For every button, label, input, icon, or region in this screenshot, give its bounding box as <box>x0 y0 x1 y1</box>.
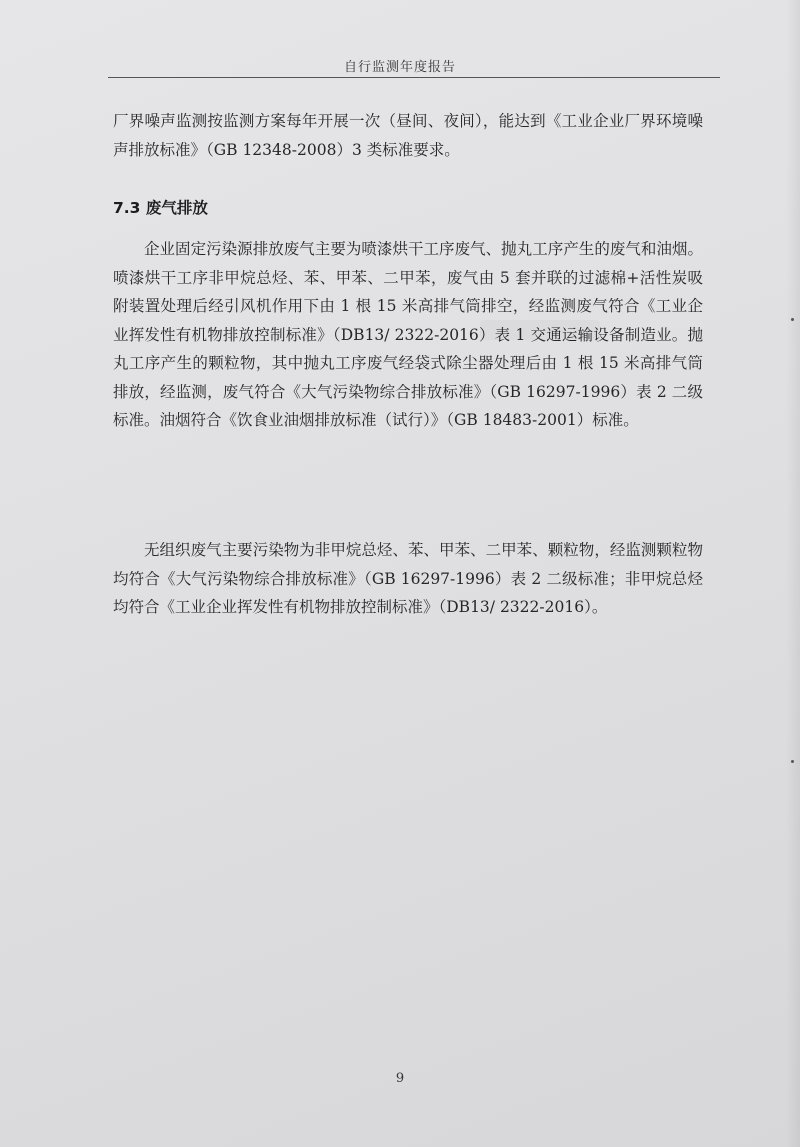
page-number: 9 <box>395 1071 405 1086</box>
paragraph-fugitive-emissions: 无组织废气主要污染物为非甲烷总烃、苯、甲苯、二甲苯、颗粒物，经监测颗粒物均符合《大气污染物综合排放标准》（GB 16297-1996）表 2 二级标准；非甲烷总烃均符合《工业企业挥发性有机物排放控制标准》（DB13/ 2322-2016）。 <box>113 541 703 616</box>
binding-hole-mark <box>791 318 794 321</box>
paragraph-organized-emissions: 企业固定污染源排放废气主要为喷漆烘干工序废气、抛丸工序产生的废气和油烟。喷漆烘干工序非甲烷总烃、苯、甲苯、二甲苯，废气由 5 套并联的过滤棉+活性炭吸附装置处理后经引风机作用下由 1 根 15 米高排气筒排空，经监测废气符合《工业企业挥发性有机物排放控制标准》（DB13/ 2322-2016）表 1 交通运输设备制造业。抛丸工序产生的颗粒物，其中抛丸工序废气经袋式除尘器处理后由 1 根 15 米高排气筒排放，经监测，废气符合《大气污染物综合排放标准》（GB 16297-1996）表 2 二级标准。油烟符合《饮食业油烟排放标准（试行）》（GB 18483-2001）标准。 <box>113 240 703 429</box>
page-edge-shadow <box>786 0 800 1147</box>
section-heading-exhaust-emissions: 7.3 废气排放 <box>113 199 208 217</box>
binding-hole-mark <box>791 760 794 763</box>
header-rule <box>108 77 720 78</box>
paragraph-noise-continuation: 厂界噪声监测按监测方案每年开展一次（昼间、夜间），能达到《工业企业厂界环境噪声排放标准》（GB 12348-2008）3 类标准要求。 <box>113 112 703 159</box>
page-header-title: 自行监测年度报告 <box>343 60 456 75</box>
